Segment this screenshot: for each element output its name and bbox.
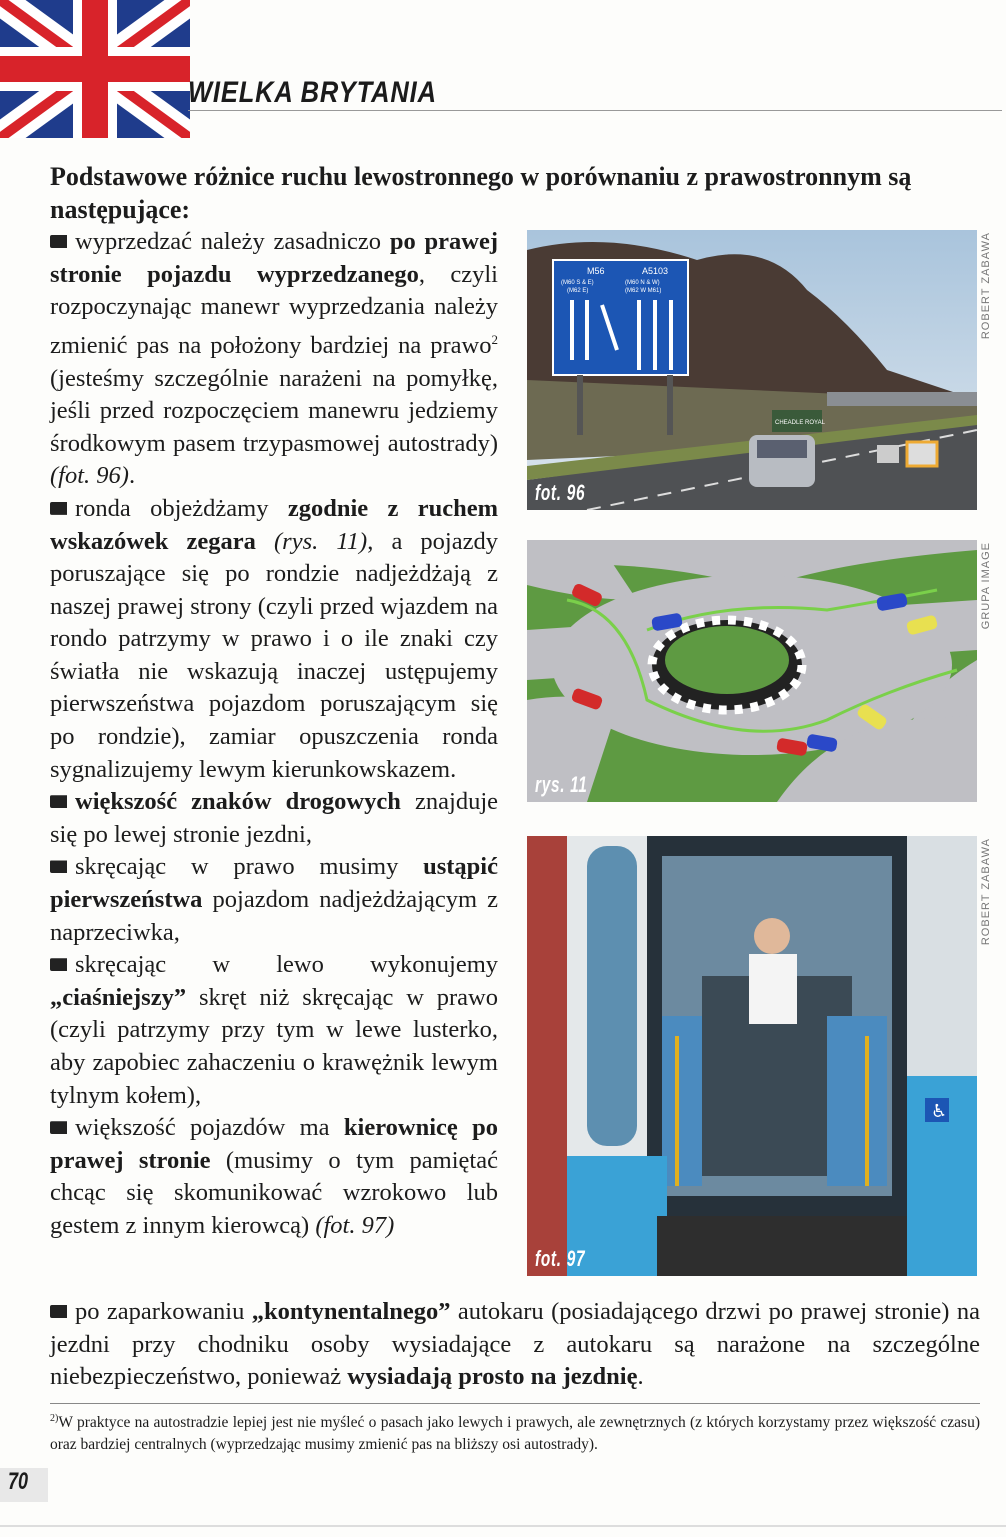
list-item: skręcając w prawo musimy ustąpić pierwszeństwa pojazdom nadjeżdżającym z naprzeciwka,	[50, 853, 498, 946]
sign-text: M56	[587, 266, 605, 276]
sign-text: (M62 E)	[567, 288, 589, 294]
figure-caption: fot. 97	[535, 1246, 586, 1271]
list-item: po zaparkowaniu „kontynentalnego” autokaru (posiadającego drzwi po prawej stronie) na jezdni przy chodniku osoby wysiadające z autokaru są narażone na szczególne niebezpieczeństwo, ponieważ wysiadają prosto na jezdnię.	[50, 1298, 981, 1391]
footnote-text: W praktyce na autostradzie lepiej jest nie myśleć o pasach jako lewych i prawych, ale zewnętrznych (z których korzystamy przez większość czasu) oraz bardziej centralnych (wyprzedzając musimy zmienić pas na bliższy osi autostrady).	[50, 1414, 980, 1454]
svg-text:♿: ♿	[931, 1101, 948, 1122]
title-divider	[188, 110, 1002, 111]
list-item: większość znaków drogowych znajduje się po lewej stronie jezdni,	[50, 788, 498, 848]
photo-bus-door	[527, 836, 977, 1276]
motorway-illustration	[527, 230, 977, 510]
figure-caption: rys. 11	[535, 772, 588, 797]
main-text-column	[50, 226, 498, 1243]
list-item: wyprzedzać należy zasadniczo po prawej stronie pojazdu wyprzedzanego, czyli rozpoczynając manewr wyprzedzania należy zmienić pas na położony bardziej na prawo$^2$ (jesteśmy szczególnie narażeni na pomyłkę, jeśli przed rozpoczęciem manewru jedziemy środkowym pasem trzypasmowej autostrady) (fot. 96).	[50, 228, 498, 490]
list-item: ronda objeżdżamy zgodnie z ruchem wskazówek zegara (rys. 11), a pojazdy poruszające się po rondzie nadjeżdżają z naszej prawej strony (czyli przed wjazdem na rondo patrzymy w prawo i o ile znaki czy światła nie wskazują inaczej ustępujemy pierwszeństwa pojazdom poruszającym się po rondzie), zamiar opuszczenia ronda sygnalizujemy lewym kierunkowskazem.	[50, 494, 498, 783]
intro-heading: Podstawowe różnice ruchu lewostronnego w porównaniu z prawostronnym są następujące:	[50, 162, 912, 224]
bullet-icon	[50, 1305, 67, 1318]
footnote	[50, 1408, 980, 1456]
roundabout-diagram	[527, 540, 977, 802]
bullet-icon	[50, 795, 67, 808]
full-width-text	[50, 1296, 980, 1394]
bottom-divider	[0, 1525, 1006, 1527]
footnote-divider	[50, 1403, 980, 1404]
roundabout-illustration	[527, 540, 977, 802]
sign-text: (M60 S & E)	[561, 280, 594, 286]
page-number: 70	[8, 1468, 29, 1495]
bullet-icon	[50, 1121, 67, 1134]
bullet-icon	[50, 235, 67, 248]
figure-caption: fot. 96	[535, 480, 586, 505]
list-item: skręcając w lewo wykonujemy „ciaśniejszy” skręt niż skręcając w prawo (czyli patrzymy przy tym w lewe lusterko, aby zapobiec zahaczeniu o krawężnik lewym tylnym kołem),	[50, 951, 498, 1109]
bullet-icon	[50, 958, 67, 971]
union-jack-flag	[0, 0, 190, 138]
bus-illustration	[527, 836, 977, 1276]
section-title: WIELKA BRYTANIA	[188, 76, 437, 109]
bullet-icon	[50, 860, 67, 873]
photo-credit: ROBERT ZABAWA	[980, 838, 992, 946]
list-item: większość pojazdów ma kierownicę po prawej stronie (musimy o tym pamiętać chcąc się skomunikować wzrokowo lub gestem z innym kierowcą) (fot. 97)	[50, 1114, 498, 1239]
bullet-icon	[50, 502, 67, 515]
photo-motorway-sign	[527, 230, 977, 510]
photo-credit: GRUPA IMAGE	[980, 542, 992, 630]
sign-text: (M60 N & W)	[625, 280, 660, 286]
photo-credit: ROBERT ZABAWA	[980, 232, 992, 340]
footnote-marker: 2)	[50, 1413, 59, 1424]
sign-text: (M62 W M61)	[625, 288, 662, 294]
sign-text: CHEADLE ROYAL	[775, 420, 825, 426]
sign-text: A5103	[642, 266, 669, 276]
